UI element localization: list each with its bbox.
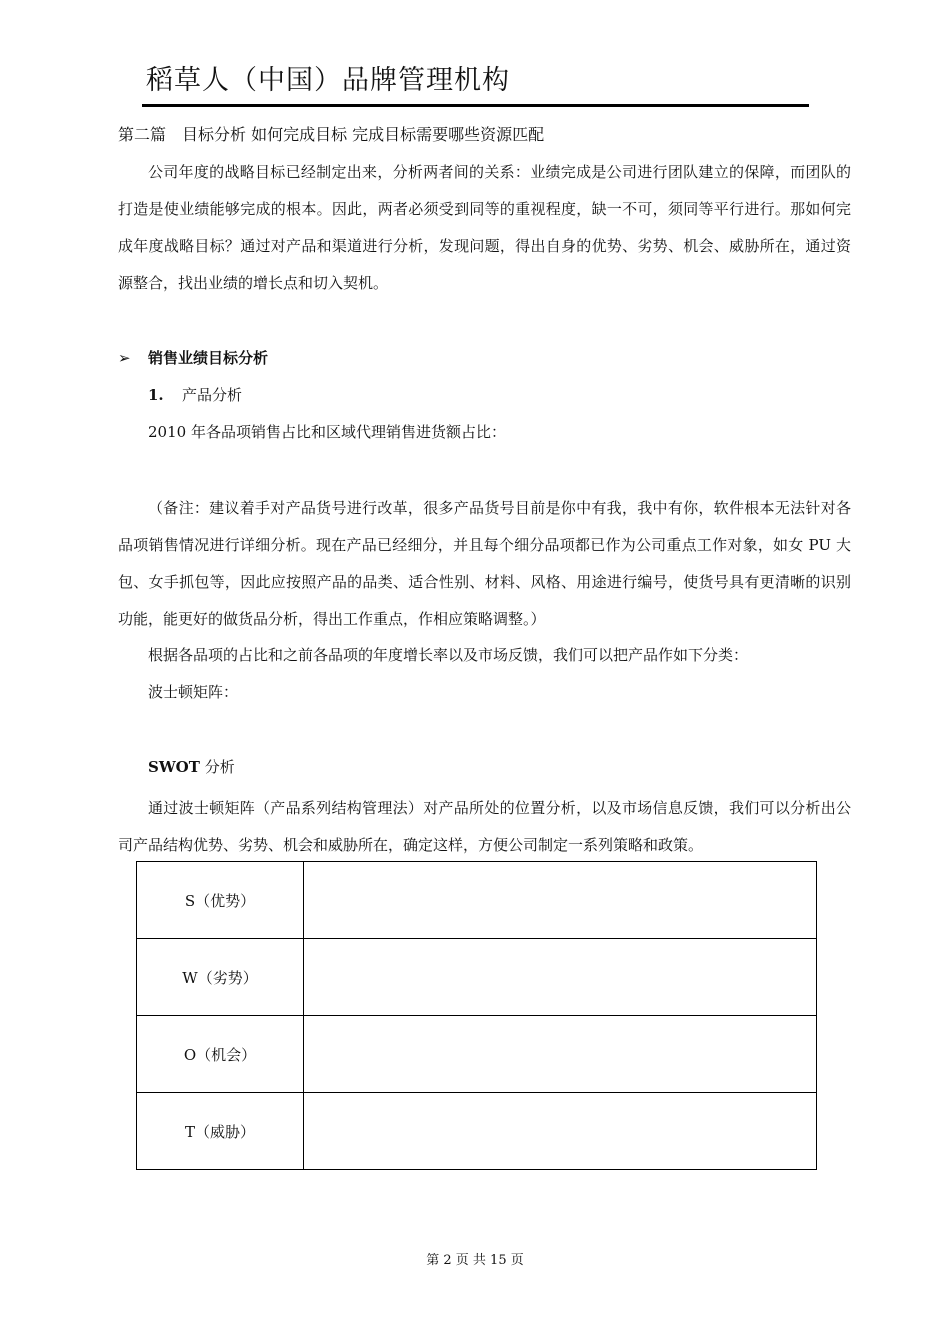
- swot-table: [136, 861, 817, 1170]
- swot-paragraph: 通过波士顿矩阵（产品系列结构管理法）对产品所处的位置分析，以及市场信息反馈，我们可以分析出公司产品结构优势、劣势、机会和威胁所在，确定这样，方便公司制定一系列策略和政策。: [118, 799, 851, 854]
- table-row: [137, 862, 817, 939]
- sales-share-line: 2010 年各品项销售占比和区域代理销售进货额占比：: [148, 423, 506, 441]
- swot-label-t: T（威胁）: [137, 1093, 304, 1170]
- boston-matrix-line: 波士顿矩阵：: [148, 683, 239, 701]
- swot-content-o: [304, 1016, 817, 1093]
- bullet-heading-text: 销售业绩目标分析: [148, 349, 269, 367]
- swot-content-w: [304, 939, 817, 1016]
- numbered-heading-text: 产品分析: [182, 386, 243, 404]
- numbered-heading-number: 1.: [148, 386, 164, 404]
- numbered-heading: [148, 384, 242, 405]
- swot-heading: [148, 756, 235, 777]
- arrow-bullet-icon: ➢: [118, 349, 131, 367]
- section-title: 第二篇 目标分析 如何完成目标 完成目标需要哪些资源匹配: [118, 125, 545, 144]
- swot-content-t: [304, 1093, 817, 1170]
- intro-paragraph: 公司年度的战略目标已经制定出来，分析两者间的关系：业绩完成是公司进行团队建立的保障，而团队的打造是使业绩能够完成的根本。因此，两者必须受到同等的重视程度，缺一不可，须同等平行进行。那如何完成年度战略目标？通过对产品和渠道进行分析，发现问题，得出自身的优势、劣势、机会、威胁所在，通过资源整合，找出业绩的增长点和切入契机。: [118, 163, 851, 292]
- swot-content-s: [304, 862, 817, 939]
- classify-line: 根据各品项的占比和之前各品项的年度增长率以及市场反馈，我们可以把产品作如下分类：: [148, 646, 749, 664]
- table-row: [137, 1093, 817, 1170]
- header-title: 稻草人（中国）品牌管理机构: [146, 65, 510, 96]
- swot-label-w: W（劣势）: [137, 939, 304, 1016]
- table-row: [137, 939, 817, 1016]
- bullet-heading: [118, 347, 268, 368]
- table-row: [137, 1016, 817, 1093]
- header-divider: [142, 104, 809, 107]
- swot-label-s: S（优势）: [137, 862, 304, 939]
- swot-label-o: O（机会）: [137, 1016, 304, 1093]
- note-paragraph: （备注：建议着手对产品货号进行改革，很多产品货号目前是你中有我，我中有你，软件根本无法针对各品项销售情况进行详细分析。现在产品已经细分，并且每个细分品项都已作为公司重点工作对象，如女 PU 大包、女手抓包等，因此应按照产品的品类、适合性别、材料、风格、用途进行编号，使货号具有更清晰的识别功能，能更好的做货品分析，得出工作重点，作相应策略调整。）: [118, 499, 851, 628]
- swot-heading-rest: 分析: [199, 758, 235, 776]
- swot-heading-bold: SWOT: [148, 758, 200, 776]
- page-number: 第 2 页 共 15 页: [426, 1253, 524, 1268]
